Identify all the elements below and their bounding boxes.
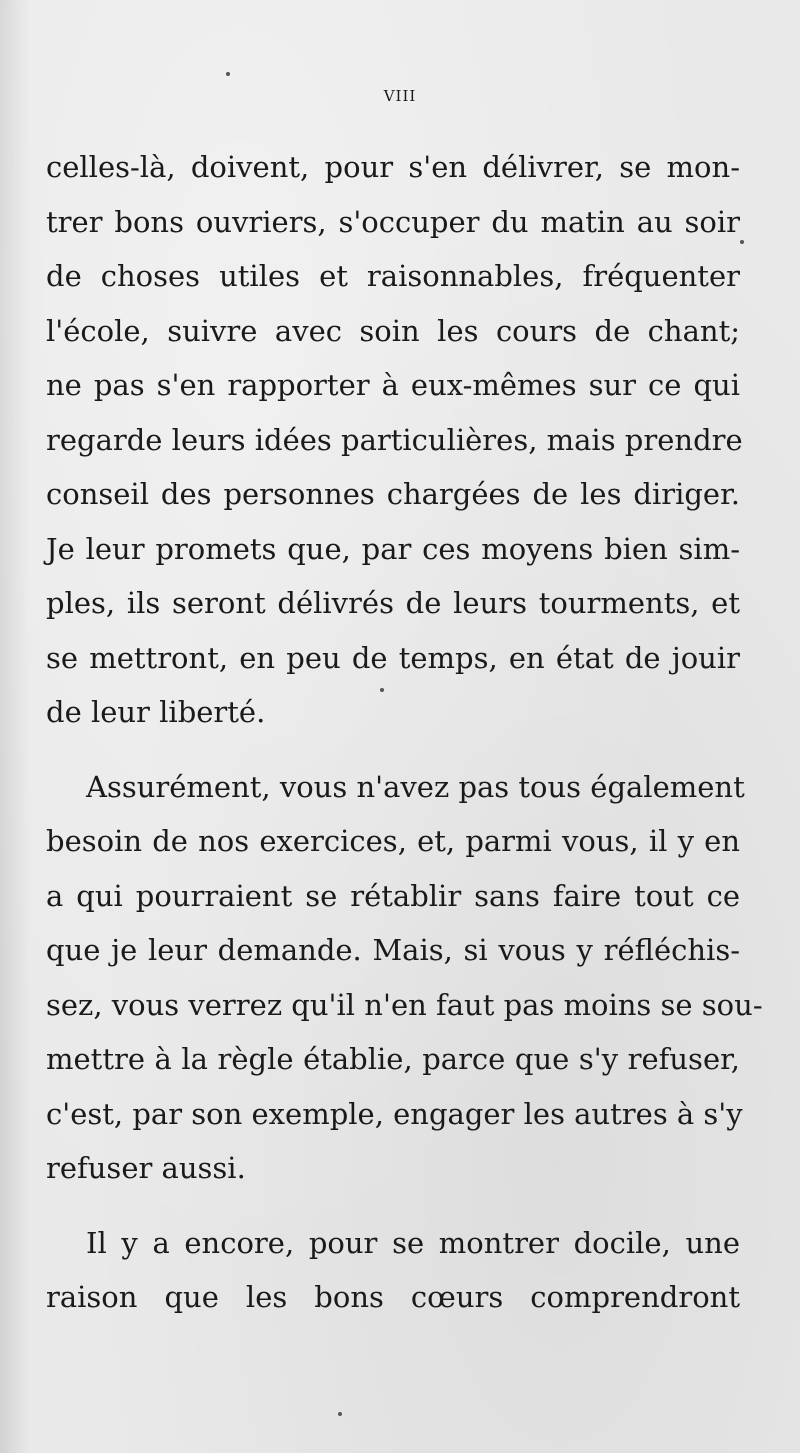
text-line: mettre à la règle établie, parce que s'y refuser, bbox=[46, 1042, 740, 1076]
paper-speck bbox=[380, 688, 384, 692]
text-line: regarde leurs idées particulières, mais prendre bbox=[46, 422, 743, 457]
text-line: refuser aussi. bbox=[46, 1151, 246, 1185]
page-number: viii bbox=[383, 82, 417, 106]
text-line: ples, ils seront délivrés de leurs tourments, et bbox=[46, 586, 740, 620]
text-line: sez, vous verrez qu'il n'en faut pas moins se sou- bbox=[46, 987, 763, 1022]
text-line: c'est, par son exemple, engager les autres à s'y bbox=[46, 1096, 743, 1131]
text-line: de choses utiles et raisonnables, fréquenter bbox=[46, 259, 740, 293]
text-line: Il y a encore, pour se montrer docile, une bbox=[86, 1225, 740, 1260]
paragraph-3 bbox=[46, 1216, 740, 1325]
paragraph-gap bbox=[46, 1196, 740, 1216]
paragraph-1 bbox=[46, 140, 743, 740]
text-line: Je leur promets que, par ces moyens bien sim- bbox=[46, 531, 740, 566]
text-line: l'école, suivre avec soin les cours de chant; bbox=[46, 313, 740, 348]
text-line: de leur liberté. bbox=[46, 695, 266, 729]
text-line: a qui pourraient se rétablir sans faire tout ce bbox=[46, 878, 740, 913]
text-line: trer bons ouvriers, s'occuper du matin au soir bbox=[46, 204, 740, 239]
text-line: celles-là, doivent, pour s'en délivrer, se mon- bbox=[46, 150, 740, 184]
paragraph-gap bbox=[46, 740, 740, 760]
paper-speck bbox=[338, 1412, 342, 1416]
text-line: que je leur demande. Mais, si vous y réfléchis- bbox=[46, 933, 740, 967]
text-line: se mettront, en peu de temps, en état de jouir bbox=[46, 640, 740, 675]
paragraph-2 bbox=[46, 760, 763, 1196]
text-line: besoin de nos exercices, et, parmi vous, il y en bbox=[46, 824, 740, 858]
text-line: raison que les bons cœurs comprendront bbox=[46, 1280, 740, 1314]
paper-speck bbox=[740, 240, 744, 244]
text-line: Assurément, vous n'avez pas tous également bbox=[86, 769, 745, 804]
body-text bbox=[46, 140, 763, 1325]
paper-speck bbox=[226, 72, 230, 76]
text-line: ne pas s'en rapporter à eux-mêmes sur ce qui bbox=[46, 368, 740, 402]
text-line: conseil des personnes chargées de les diriger. bbox=[46, 477, 740, 511]
